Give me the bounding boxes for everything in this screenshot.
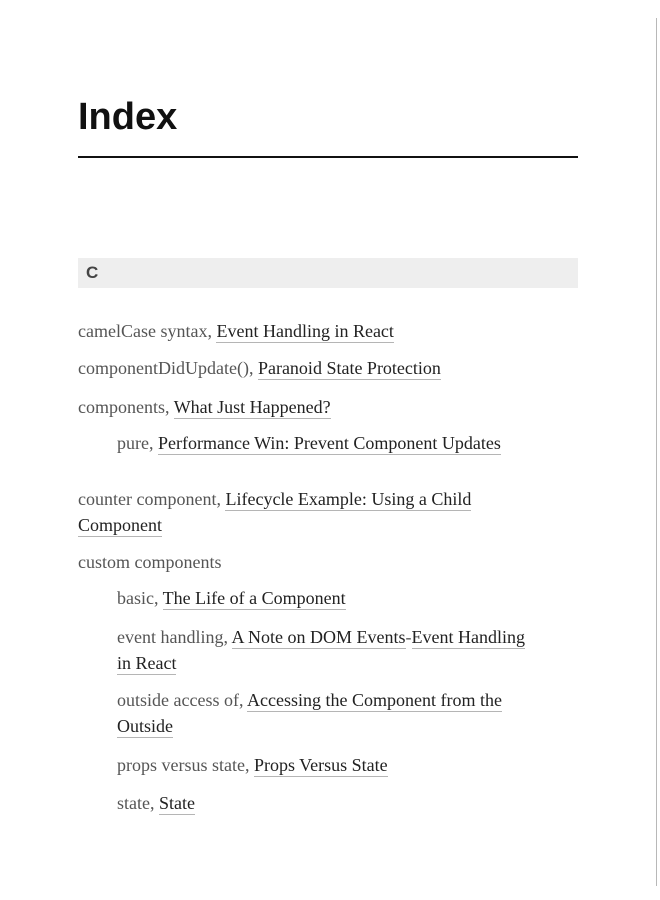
entry-separator: ,: [248, 358, 258, 378]
entry-term: basic: [117, 588, 154, 608]
entry-term: pure: [117, 433, 149, 453]
entry-link-continued[interactable]: Component: [78, 515, 162, 535]
entry-term: components: [78, 397, 165, 417]
page-edge-divider: [656, 18, 657, 886]
entry-term: state: [117, 793, 150, 813]
entry-link[interactable]: Event Handling in React: [216, 321, 394, 341]
title-rule: [78, 156, 578, 158]
entry-link[interactable]: What Just Happened?: [173, 397, 331, 417]
entry-link[interactable]: The Life of a Component: [162, 588, 346, 608]
entry-link[interactable]: Performance Win: Prevent Component Updates: [157, 433, 501, 453]
entry-link[interactable]: Props Versus State: [253, 755, 388, 775]
entry-separator: ,: [207, 321, 217, 341]
entry-term: custom components: [78, 552, 222, 572]
entry-term: counter component: [78, 489, 217, 509]
index-subentry-state: [117, 790, 587, 816]
entry-link[interactable]: Lifecycle Example: Using a Child: [225, 489, 472, 509]
entry-separator: ,: [238, 690, 247, 710]
entry-link[interactable]: Paranoid State Protection: [257, 358, 441, 378]
entry-link[interactable]: State: [159, 793, 195, 813]
entry-term: componentDidUpdate(): [78, 358, 249, 378]
entry-separator: ,: [153, 588, 163, 608]
page-title: Index: [78, 96, 178, 138]
entry-link-continued[interactable]: Outside: [117, 716, 173, 736]
entry-dash: -: [405, 627, 412, 647]
index-entry-custom-components: [78, 549, 548, 575]
index-entry-components: [78, 394, 548, 420]
entry-separator: ,: [223, 627, 232, 647]
entry-link[interactable]: A Note on DOM Events: [231, 627, 406, 647]
entry-term: event handling: [117, 627, 224, 647]
index-entry-componentdidupdate: [78, 355, 548, 381]
index-entry-counter-component: [78, 486, 548, 538]
entry-separator: ,: [148, 433, 158, 453]
entry-separator: ,: [165, 397, 174, 417]
entry-term: camelCase syntax: [78, 321, 208, 341]
entry-link[interactable]: Accessing the Component from the: [246, 690, 502, 710]
index-subentry-props-versus-state: [117, 752, 587, 778]
entry-term: outside access of: [117, 690, 239, 710]
entry-separator: ,: [244, 755, 254, 775]
letter-heading: C: [78, 258, 578, 288]
index-subentry-pure: [117, 430, 587, 456]
entry-separator: ,: [216, 489, 226, 509]
index-subentry-event-handling: [117, 624, 587, 676]
entry-link-second-continued[interactable]: in React: [117, 653, 177, 673]
index-subentry-basic: [117, 585, 587, 611]
index-entry-camelcase: [78, 318, 548, 344]
entry-link-second[interactable]: Event Handling: [411, 627, 525, 647]
entry-separator: ,: [150, 793, 159, 813]
index-subentry-outside-access: [117, 687, 587, 739]
entry-term: props versus state: [117, 755, 245, 775]
